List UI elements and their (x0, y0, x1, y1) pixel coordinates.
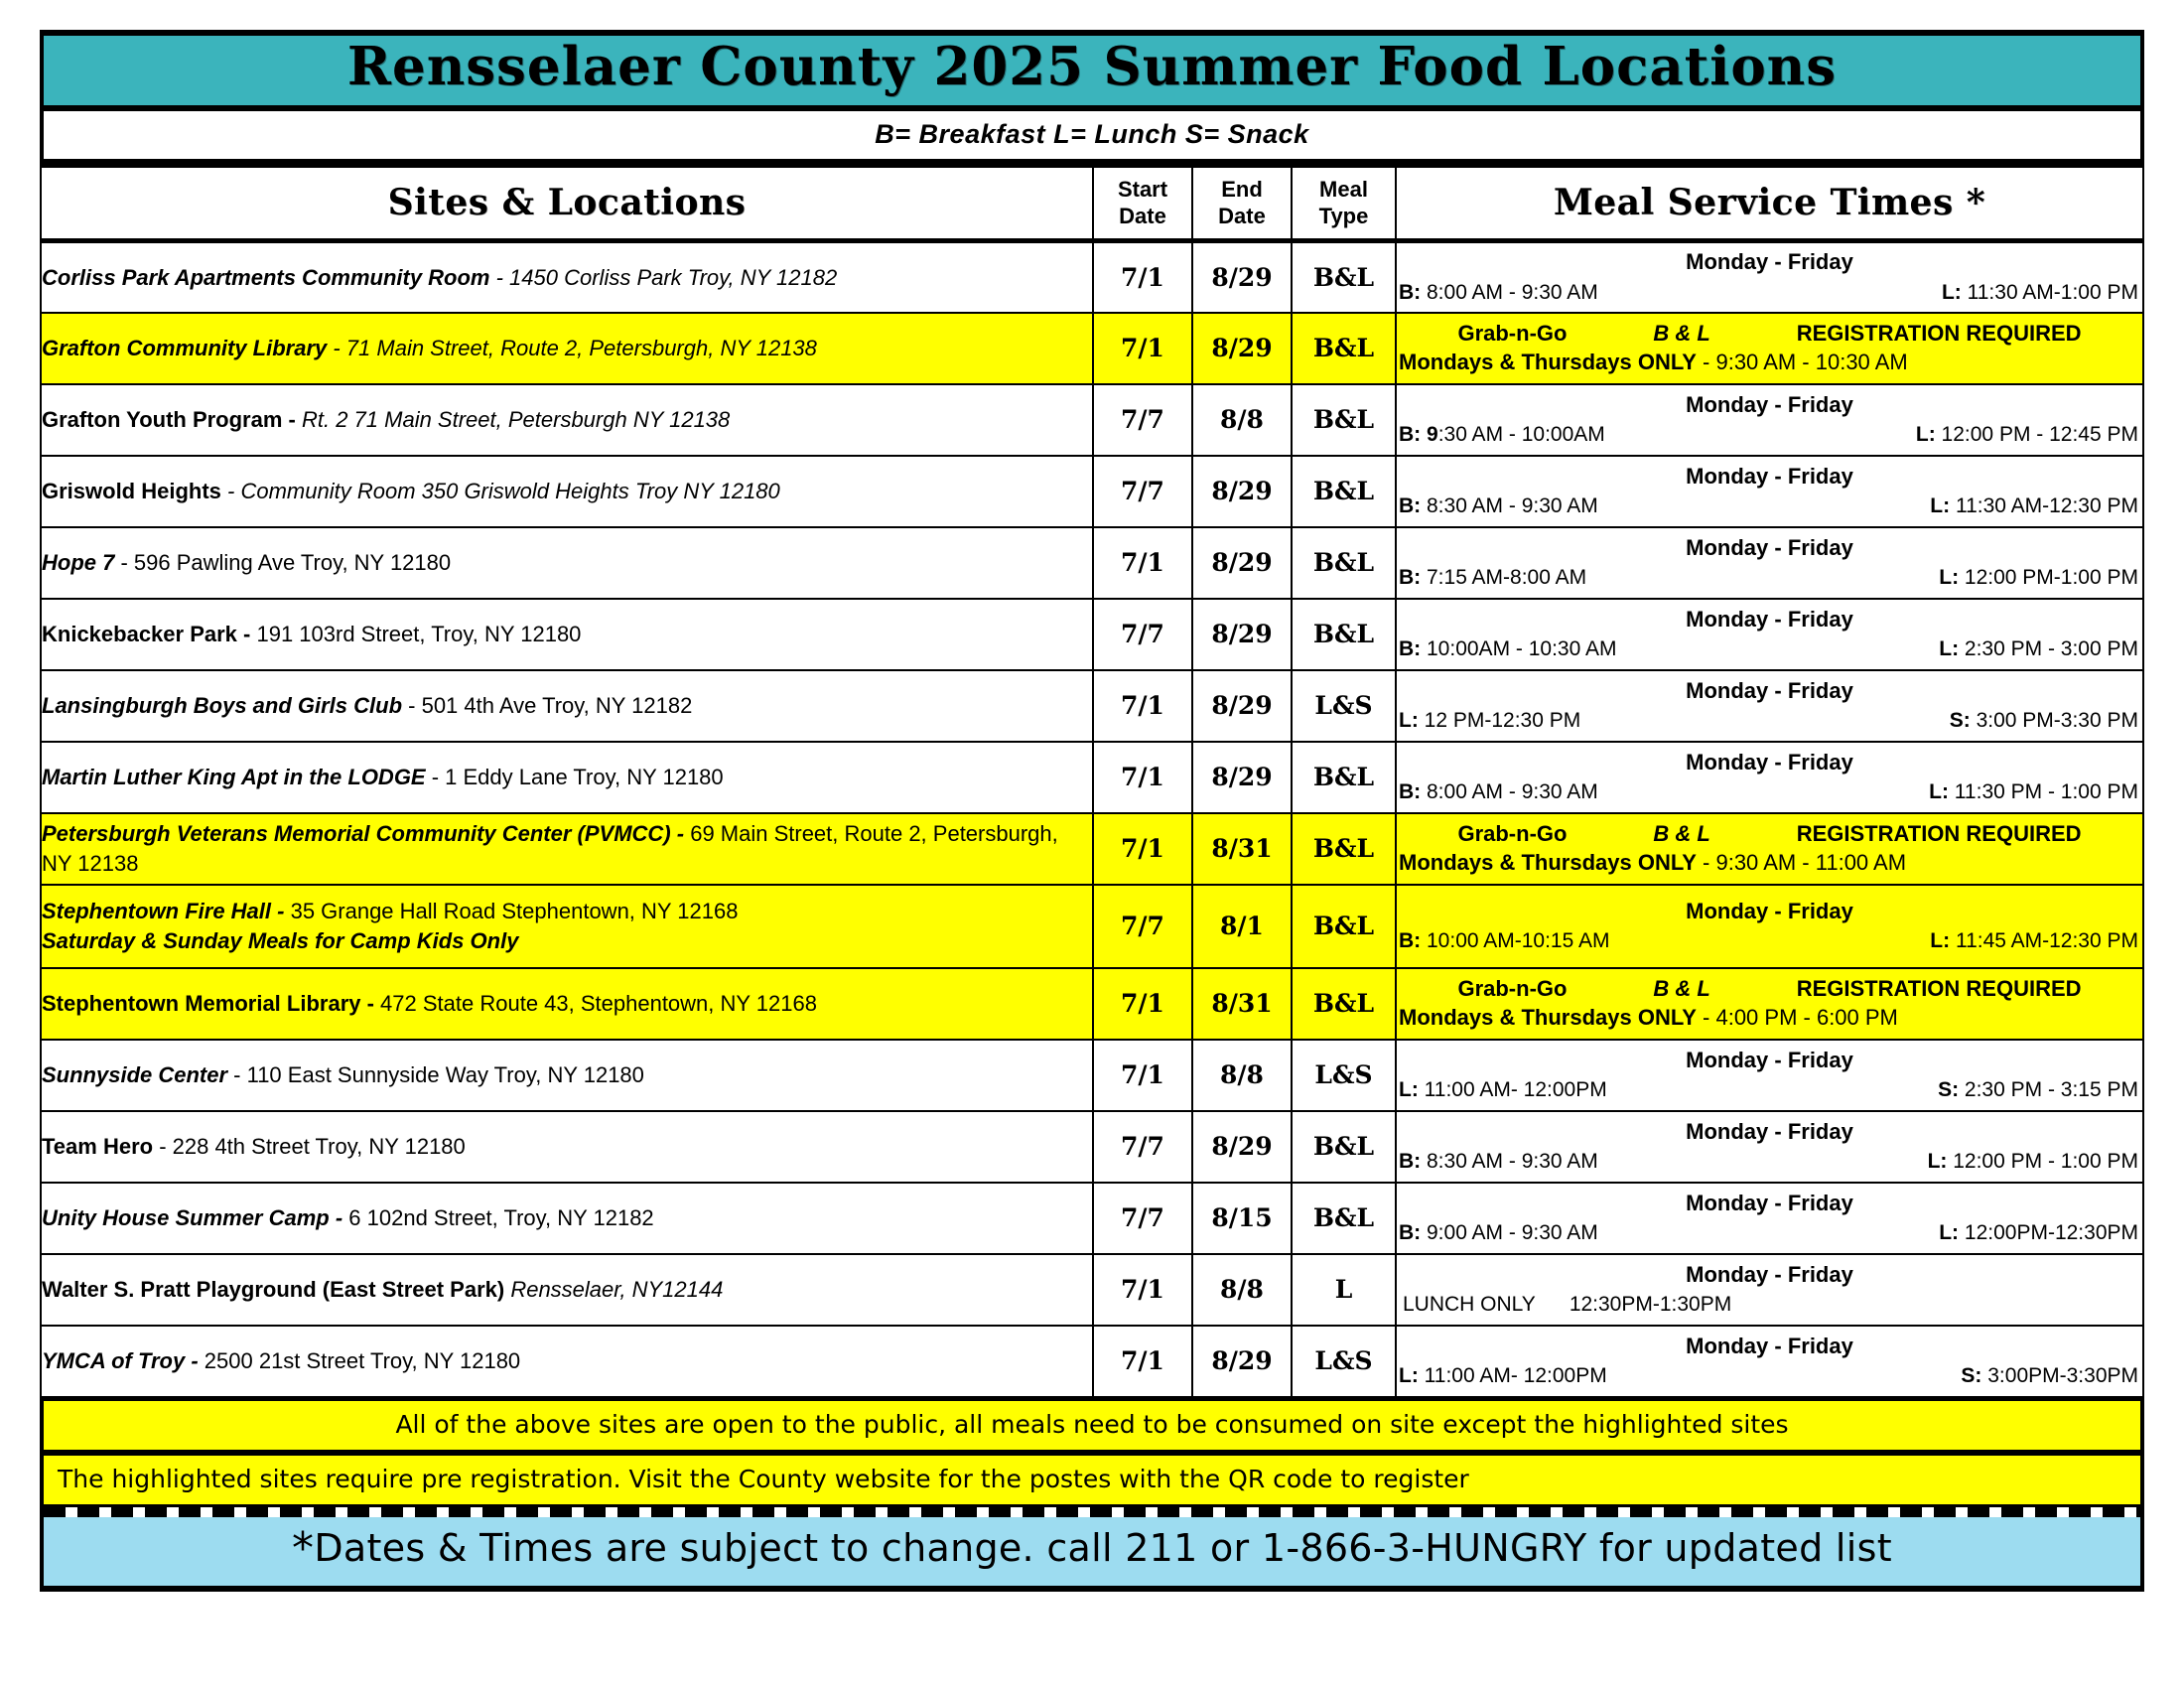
header-start-date-line2: Date (1119, 204, 1166, 229)
cell-meal-service-times (1396, 313, 2143, 384)
service-time-line (1397, 778, 2142, 805)
service-time-left: B: 8:30 AM - 9:30 AM (1399, 1150, 1598, 1174)
footer-bar (40, 1517, 2144, 1592)
service-time-right: L: 11:45 AM-12:30 PM (1930, 929, 2138, 953)
header-meal-type (1292, 166, 1396, 241)
cell-end-date: 8/29 (1192, 313, 1292, 384)
grab-n-go-time: - 9:30 AM - 10:30 AM (1696, 349, 1908, 374)
service-time-right: L: 11:30 AM-12:30 PM (1930, 494, 2138, 518)
service-time-left: L: 12 PM-12:30 PM (1399, 709, 1581, 733)
cell-meal-service-times (1396, 1111, 2143, 1183)
site-address: - 1450 Corliss Park Troy, NY 12182 (489, 264, 838, 290)
table-header-row (41, 166, 2143, 241)
service-time-right: L: 11:30 AM-1:00 PM (1941, 281, 2138, 305)
cell-start-date: 7/7 (1093, 456, 1192, 527)
table-row (41, 968, 2143, 1040)
table-row (41, 1326, 2143, 1397)
service-days: Monday - Friday (1686, 1333, 1853, 1358)
dashed-separator (40, 1507, 2144, 1517)
cell-end-date: 8/29 (1192, 1111, 1292, 1183)
service-time-left: B: 8:00 AM - 9:30 AM (1399, 281, 1598, 305)
service-time-left: B: 9:30 AM - 10:00AM (1399, 423, 1605, 447)
cell-meal-service-times (1396, 1040, 2143, 1111)
cell-meal-service-times (1396, 241, 2143, 313)
table-row (41, 885, 2143, 968)
title-banner (40, 30, 2144, 111)
cell-meal-type: B&L (1292, 456, 1396, 527)
site-name: Petersburgh Veterans Memorial Community Center (PVMCC) - (42, 820, 691, 846)
table-row (41, 241, 2143, 313)
cell-site-location (41, 1326, 1093, 1397)
cell-end-date: 8/31 (1192, 813, 1292, 885)
table-row (41, 1183, 2143, 1254)
lunch-only-label: LUNCH ONLY (1403, 1293, 1536, 1317)
cell-site-location (41, 742, 1093, 813)
cell-meal-service-times (1396, 813, 2143, 885)
grab-n-go-meals: B & L (1653, 321, 1710, 347)
service-time-left: B: 7:15 AM-8:00 AM (1399, 566, 1587, 590)
grab-n-go-time: - 4:00 PM - 6:00 PM (1696, 1004, 1898, 1030)
table-row (41, 384, 2143, 456)
cell-start-date: 7/7 (1093, 1111, 1192, 1183)
service-time-line (1397, 1362, 2142, 1389)
cell-end-date: 8/29 (1192, 456, 1292, 527)
grab-n-go-days: Mondays & Thursdays ONLY (1399, 849, 1697, 875)
cell-meal-type: B&L (1292, 384, 1396, 456)
grab-n-go-schedule (1397, 1004, 2142, 1033)
service-time-line (1397, 1219, 2142, 1246)
cell-end-date: 8/8 (1192, 1040, 1292, 1111)
cell-meal-type: B&L (1292, 1111, 1396, 1183)
service-days: Monday - Friday (1686, 1118, 1853, 1144)
service-days: Monday - Friday (1686, 898, 1853, 923)
cell-end-date: 8/8 (1192, 1254, 1292, 1326)
cell-start-date: 7/1 (1093, 1040, 1192, 1111)
table-row (41, 742, 2143, 813)
cell-end-date: 8/29 (1192, 599, 1292, 670)
table-row (41, 313, 2143, 384)
grab-n-go-days: Mondays & Thursdays ONLY (1399, 349, 1697, 374)
cell-end-date: 8/8 (1192, 384, 1292, 456)
service-time-line (1397, 707, 2142, 734)
grab-n-go-header (1397, 975, 2142, 1004)
footer-text (292, 1522, 1892, 1574)
service-time-left: B: 8:30 AM - 9:30 AM (1399, 494, 1598, 518)
cell-meal-type: B&L (1292, 527, 1396, 599)
lunch-only-line (1397, 1291, 2142, 1318)
cell-meal-service-times (1396, 968, 2143, 1040)
site-name: Stephentown Memorial Library - (42, 990, 381, 1016)
service-time-line (1397, 927, 2142, 954)
cell-meal-type: L (1292, 1254, 1396, 1326)
cell-site-location (41, 813, 1093, 885)
cell-start-date: 7/1 (1093, 241, 1192, 313)
cell-meal-service-times (1396, 885, 2143, 968)
site-note: Saturday & Sunday Meals for Camp Kids Only (42, 927, 519, 953)
service-days: Monday - Friday (1686, 249, 1853, 275)
service-time-left: B: 10:00AM - 10:30 AM (1399, 637, 1617, 661)
header-sites: Sites & Locations (41, 166, 1093, 241)
service-days: Monday - Friday (1686, 1047, 1853, 1072)
cell-start-date: 7/1 (1093, 1254, 1192, 1326)
cell-end-date: 8/29 (1192, 670, 1292, 742)
cell-site-location (41, 1111, 1093, 1183)
header-start-date (1093, 166, 1192, 241)
site-address: - 110 East Sunnyside Way Troy, NY 12180 (227, 1061, 644, 1087)
cell-meal-type: L&S (1292, 1326, 1396, 1397)
grab-n-go-schedule (1397, 849, 2142, 878)
grab-n-go-time: - 9:30 AM - 11:00 AM (1696, 849, 1907, 875)
service-time-line (1397, 279, 2142, 306)
site-address: 69 Main Street, Route 2, Petersburgh, NY 12138 (42, 820, 1058, 876)
registration-required-badge: REGISTRATION REQUIRED (1796, 321, 2082, 347)
service-time-line (1397, 492, 2142, 519)
grab-n-go-schedule (1397, 349, 2142, 377)
service-time-right: L: 12:00PM-12:30PM (1939, 1221, 2138, 1245)
site-address: 35 Grange Hall Road Stephentown, NY 12168 (290, 898, 739, 923)
registration-required-badge: REGISTRATION REQUIRED (1796, 976, 2082, 1002)
cell-meal-type: B&L (1292, 742, 1396, 813)
cell-start-date: 7/7 (1093, 1183, 1192, 1254)
cell-end-date: 8/29 (1192, 1326, 1292, 1397)
service-time-right: S: 3:00PM-3:30PM (1961, 1364, 2138, 1388)
service-time-left: L: 11:00 AM- 12:00PM (1399, 1078, 1607, 1102)
service-time-line (1397, 1076, 2142, 1103)
cell-site-location (41, 527, 1093, 599)
site-address: 2500 21st Street Troy, NY 12180 (204, 1347, 521, 1373)
service-time-right: S: 2:30 PM - 3:15 PM (1938, 1078, 2138, 1102)
header-meal-service-times: Meal Service Times * (1396, 166, 2143, 241)
cell-meal-type: B&L (1292, 813, 1396, 885)
cell-site-location (41, 384, 1093, 456)
header-end-date-line1: End (1221, 176, 1263, 202)
footer-message: Dates & Times are subject to change. call 211 or 1-866-3-HUNGRY for updated list (314, 1525, 1892, 1570)
cell-site-location (41, 885, 1093, 968)
table-row (41, 1040, 2143, 1111)
cell-meal-type: B&L (1292, 313, 1396, 384)
table-row (41, 1111, 2143, 1183)
cell-meal-service-times (1396, 456, 2143, 527)
cell-start-date: 7/7 (1093, 384, 1192, 456)
site-name: Unity House Summer Camp - (42, 1204, 349, 1230)
site-name: Team Hero (42, 1133, 154, 1159)
site-address: Rt. 2 71 Main Street, Petersburgh NY 12138 (301, 406, 731, 432)
note-preregistration: The highlighted sites require pre registration. Visit the County website for the postes with the QR code to register (40, 1453, 2144, 1507)
table-row (41, 527, 2143, 599)
header-start-date-line1: Start (1117, 176, 1168, 202)
cell-meal-type: B&L (1292, 241, 1396, 313)
table-row (41, 813, 2143, 885)
site-name: Corliss Park Apartments Community Room (42, 264, 490, 290)
table-row (41, 456, 2143, 527)
site-address: - Community Room 350 Griswold Heights Troy NY 12180 (220, 478, 780, 503)
site-name: YMCA of Troy - (42, 1347, 205, 1373)
site-name: Sunnyside Center (42, 1061, 228, 1087)
cell-start-date: 7/1 (1093, 813, 1192, 885)
service-time-right: L: 11:30 PM - 1:00 PM (1929, 780, 2138, 804)
cell-site-location (41, 670, 1093, 742)
service-time-right: L: 2:30 PM - 3:00 PM (1939, 637, 2138, 661)
service-time-left: B: 8:00 AM - 9:30 AM (1399, 780, 1598, 804)
table-row (41, 599, 2143, 670)
lunch-only-time: 12:30PM-1:30PM (1569, 1293, 1732, 1317)
food-locations-table (40, 164, 2144, 1398)
site-address: - 501 4th Ave Troy, NY 12182 (402, 692, 693, 718)
cell-meal-service-times (1396, 527, 2143, 599)
table-row (41, 1254, 2143, 1326)
cell-meal-type: L&S (1292, 670, 1396, 742)
site-name: Grafton Youth Program - (42, 406, 302, 432)
site-name: Grafton Community Library (42, 335, 328, 360)
meal-legend: B= Breakfast L= Lunch S= Snack (875, 118, 1309, 149)
cell-site-location (41, 1183, 1093, 1254)
cell-meal-service-times (1396, 599, 2143, 670)
cell-meal-type: B&L (1292, 1183, 1396, 1254)
site-address: 6 102nd Street, Troy, NY 12182 (348, 1204, 654, 1230)
site-address: - 1 Eddy Lane Troy, NY 12180 (425, 764, 724, 789)
table-body (41, 241, 2143, 1397)
page-title: Rensselaer County 2025 Summer Food Locations (346, 36, 1838, 97)
service-time-left: L: 11:00 AM- 12:00PM (1399, 1364, 1607, 1388)
cell-meal-type: L&S (1292, 1040, 1396, 1111)
header-end-date-line2: Date (1218, 204, 1266, 229)
site-address: 191 103rd Street, Troy, NY 12180 (256, 621, 582, 646)
cell-site-location (41, 599, 1093, 670)
grab-n-go-label: Grab-n-Go (1457, 821, 1568, 847)
meal-legend-row (40, 111, 2144, 164)
header-meal-type-line2: Type (1318, 204, 1369, 229)
cell-end-date: 8/29 (1192, 241, 1292, 313)
site-address: 472 State Route 43, Stephentown, NY 12168 (380, 990, 817, 1016)
cell-meal-type: B&L (1292, 968, 1396, 1040)
service-time-line (1397, 421, 2142, 448)
cell-end-date: 8/15 (1192, 1183, 1292, 1254)
service-time-line (1397, 1148, 2142, 1175)
cell-meal-service-times (1396, 1254, 2143, 1326)
grab-n-go-label: Grab-n-Go (1457, 976, 1568, 1002)
site-address: - 71 Main Street, Route 2, Petersburgh, NY 12138 (327, 335, 817, 360)
service-days: Monday - Friday (1686, 1261, 1853, 1287)
service-time-right: L: 12:00 PM - 12:45 PM (1915, 423, 2138, 447)
cell-site-location (41, 313, 1093, 384)
service-time-line (1397, 635, 2142, 662)
cell-end-date: 8/29 (1192, 527, 1292, 599)
grab-n-go-header (1397, 320, 2142, 349)
site-name: Knickebacker Park - (42, 621, 257, 646)
cell-meal-service-times (1396, 1183, 2143, 1254)
asterisk-icon: * (292, 1522, 315, 1574)
cell-start-date: 7/1 (1093, 313, 1192, 384)
table-row (41, 670, 2143, 742)
cell-start-date: 7/7 (1093, 599, 1192, 670)
grab-n-go-header (1397, 820, 2142, 849)
note-public-sites: All of the above sites are open to the public, all meals need to be consumed on site except the highlighted sites (40, 1398, 2144, 1453)
cell-start-date: 7/1 (1093, 527, 1192, 599)
grab-n-go-meals: B & L (1653, 821, 1710, 847)
site-name: Griswold Heights (42, 478, 221, 503)
service-days: Monday - Friday (1686, 677, 1853, 703)
header-meal-type-line1: Meal (1319, 176, 1368, 202)
service-time-right: L: 12:00 PM-1:00 PM (1939, 566, 2138, 590)
cell-start-date: 7/7 (1093, 885, 1192, 968)
cell-meal-service-times (1396, 384, 2143, 456)
cell-meal-type: B&L (1292, 885, 1396, 968)
service-time-left: B: 9:00 AM - 9:30 AM (1399, 1221, 1598, 1245)
grab-n-go-meals: B & L (1653, 976, 1710, 1002)
cell-meal-service-times (1396, 1326, 2143, 1397)
cell-end-date: 8/29 (1192, 742, 1292, 813)
site-name: Walter S. Pratt Playground (East Street Park) (42, 1276, 505, 1302)
site-name: Stephentown Fire Hall - (42, 898, 291, 923)
cell-site-location (41, 241, 1093, 313)
service-days: Monday - Friday (1686, 534, 1853, 560)
service-time-line (1397, 564, 2142, 591)
cell-meal-service-times (1396, 670, 2143, 742)
site-name: Hope 7 (42, 549, 115, 575)
service-days: Monday - Friday (1686, 606, 1853, 632)
cell-meal-service-times (1396, 742, 2143, 813)
registration-required-badge: REGISTRATION REQUIRED (1796, 821, 2082, 847)
service-days: Monday - Friday (1686, 749, 1853, 774)
site-name: Martin Luther King Apt in the LODGE (42, 764, 426, 789)
site-address: - 228 4th Street Troy, NY 12180 (153, 1133, 466, 1159)
grab-n-go-days: Mondays & Thursdays ONLY (1399, 1004, 1697, 1030)
service-days: Monday - Friday (1686, 463, 1853, 489)
cell-site-location (41, 968, 1093, 1040)
cell-start-date: 7/1 (1093, 968, 1192, 1040)
cell-site-location (41, 1040, 1093, 1111)
cell-end-date: 8/1 (1192, 885, 1292, 968)
cell-meal-type: B&L (1292, 599, 1396, 670)
cell-start-date: 7/1 (1093, 1326, 1192, 1397)
service-time-right: L: 12:00 PM - 1:00 PM (1927, 1150, 2138, 1174)
site-address: Rensselaer, NY12144 (504, 1276, 724, 1302)
service-days: Monday - Friday (1686, 1190, 1853, 1215)
grab-n-go-label: Grab-n-Go (1457, 321, 1568, 347)
cell-start-date: 7/1 (1093, 670, 1192, 742)
header-end-date (1192, 166, 1292, 241)
cell-site-location (41, 456, 1093, 527)
site-address: - 596 Pawling Ave Troy, NY 12180 (114, 549, 452, 575)
site-name: Lansingburgh Boys and Girls Club (42, 692, 403, 718)
service-days: Monday - Friday (1686, 391, 1853, 417)
cell-start-date: 7/1 (1093, 742, 1192, 813)
service-time-left: B: 10:00 AM-10:15 AM (1399, 929, 1610, 953)
service-time-right: S: 3:00 PM-3:30 PM (1949, 709, 2138, 733)
cell-end-date: 8/31 (1192, 968, 1292, 1040)
cell-site-location (41, 1254, 1093, 1326)
